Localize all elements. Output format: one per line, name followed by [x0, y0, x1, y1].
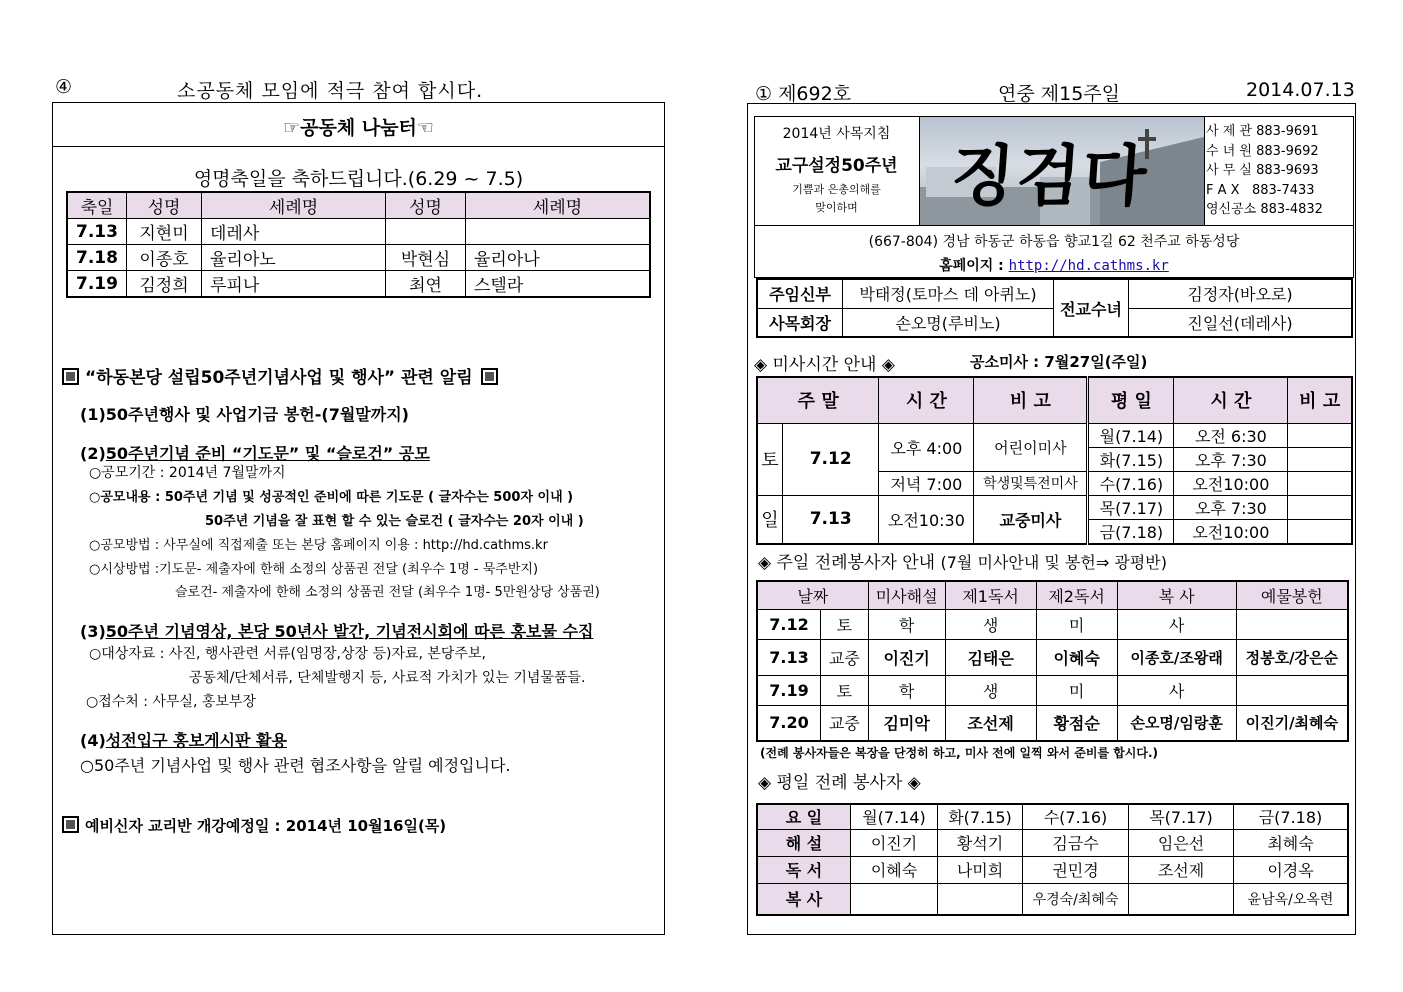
contest-award-2: 슬로건- 제출자에 한해 소정의 상품권 전달 (최우수 1명- 5만원상당 상품권) [175, 585, 600, 600]
table-row [67, 219, 650, 245]
feast-name: 김정희 [127, 271, 202, 298]
table-row [757, 705, 1348, 741]
feast-header: 성명 [386, 192, 466, 219]
service-offering [1236, 609, 1348, 639]
sunday-service-table [756, 580, 1349, 742]
council-name: 손오명(루비노) [843, 308, 1054, 337]
catechumen-text: 예비신자 교리반 개강예정일 : 2014년 10월16일(목) [85, 817, 447, 835]
feast-baptismal-name: 율리아노 [202, 245, 386, 271]
service-reader-1: 김태은 [945, 639, 1036, 675]
notice-title-text: “하동본당 설립50주년기념사업 및 행사” 관련 알림 [85, 368, 473, 388]
service-reader-2: 미 [1036, 675, 1117, 705]
feast-header: 축일 [67, 192, 127, 219]
weekday-header: 요 일 [757, 804, 851, 829]
council-label: 사목회장 [757, 308, 843, 337]
weekday-day: 수(7.16) [1088, 471, 1174, 495]
notice-item-2 [80, 441, 430, 464]
weekday-header: 수(7.16) [1023, 804, 1129, 829]
box-title-divider [52, 146, 665, 147]
weekday-header: 목(7.17) [1129, 804, 1234, 829]
liturgical-week: 연중 제15주일 [998, 83, 1120, 105]
service-offering [1236, 675, 1348, 705]
service-mass-type: 토 [821, 675, 869, 705]
staff-table [756, 278, 1353, 338]
feast-baptismal-name [466, 219, 651, 245]
square-bullet-icon [62, 368, 79, 385]
weekday-note [1288, 495, 1352, 519]
service-offering: 이진기/최혜숙 [1236, 705, 1348, 741]
notice-item-3-title: 50주년 기념영상, 본당 50년사 발간, 기념전시회에 따른 홍보물 수집 [105, 622, 594, 641]
left-page-number: ④ [55, 76, 73, 98]
notice-item-2-prefix: (2) [80, 444, 106, 463]
service-altar: 이종호/조왕래 [1117, 639, 1236, 675]
weekday-service-title: ◈ 평일 전례 봉사자 ◈ [758, 773, 921, 793]
pastor-label: 주임신부 [757, 279, 843, 308]
weekday-server: 김금수 [1023, 829, 1129, 856]
sat-note-2: 학생및특전미사 [974, 471, 1088, 495]
contest-period: ○공모기간 : 2014년 7월말까지 [89, 465, 286, 481]
weekday-time: 오후 7:30 [1174, 495, 1288, 519]
feast-baptismal-name: 루피나 [202, 271, 386, 298]
table-row [757, 856, 1348, 883]
issue-date: 2014.07.13 [1246, 79, 1355, 101]
feast-baptismal-name: 스텔라 [466, 271, 651, 298]
feast-name: 최연 [386, 271, 466, 298]
service-reader-2: 황점순 [1036, 705, 1117, 741]
weekday-time: 오후 7:30 [1174, 447, 1288, 471]
homepage-label: 홈페이지 : [939, 258, 1009, 274]
weekday-server: 우경숙/최혜숙 [1023, 883, 1129, 915]
weekday-service-table [756, 803, 1349, 916]
left-header-title: 소공동체 모임에 적극 참여 합시다. [177, 80, 484, 102]
contact-list [1206, 122, 1323, 220]
notice-title [62, 363, 504, 388]
service-mass-type: 토 [821, 609, 869, 639]
sister-name-2: 진일선(데레사) [1129, 308, 1353, 337]
mass-header: 평 일 [1088, 377, 1174, 423]
sister-label: 전교수녀 [1054, 279, 1129, 337]
feast-date: 7.19 [67, 271, 127, 298]
feast-title: 영명축일을 축하드립니다.(6.29 ~ 7.5) [193, 168, 524, 190]
sister-name-1: 김정자(바오로) [1129, 279, 1353, 308]
feast-name: 이종호 [127, 245, 202, 271]
notice-item-4-title: 성전입구 홍보게시판 활용 [105, 731, 287, 750]
weekday-server: 나미희 [938, 856, 1023, 883]
community-box-title: ☞공동체 나눔터☜ [283, 117, 434, 139]
mass-section-title: ◈ 미사시간 안내 ◈ [754, 355, 895, 375]
service-date: 7.12 [757, 609, 821, 639]
feast-name: 지현미 [127, 219, 202, 245]
service-reader-1: 생 [945, 609, 1036, 639]
feast-header: 세례명 [202, 192, 386, 219]
weekday-server: 이경옥 [1234, 856, 1349, 883]
mass-header: 비 고 [1288, 377, 1352, 423]
mass-header: 시 간 [879, 377, 974, 423]
weekday-server: 권민경 [1023, 856, 1129, 883]
feast-baptismal-name: 율리아나 [466, 245, 651, 271]
weekday-header: 금(7.18) [1234, 804, 1349, 829]
weekday-note [1288, 447, 1352, 471]
service-date: 7.20 [757, 705, 821, 741]
weekday-header: 월(7.14) [851, 804, 938, 829]
collection-desk: ○접수처 : 사무실, 홍보부장 [86, 694, 256, 710]
service-header: 복 사 [1117, 581, 1236, 609]
contact-rectory: 사 제 관 883-9691 [1206, 124, 1319, 139]
service-reader-2: 미 [1036, 609, 1117, 639]
issue-number: ① 제692호 [755, 83, 852, 105]
weekday-note [1288, 519, 1352, 544]
service-mass-type: 교중 [821, 639, 869, 675]
mass-schedule-table [756, 376, 1353, 545]
weekday-server: 임은선 [1129, 829, 1234, 856]
square-bullet-icon [62, 816, 79, 833]
church-address: (667-804) 경남 하동군 하동읍 향교1길 62 천주교 하동성당 [868, 234, 1240, 250]
service-reader-2: 이혜숙 [1036, 639, 1117, 675]
service-reader-1: 생 [945, 675, 1036, 705]
service-date: 7.13 [757, 639, 821, 675]
pastor-name: 박태정(토마스 데 아퀴노) [843, 279, 1054, 308]
homepage-link[interactable]: http://hd.cathms.kr [1008, 258, 1169, 274]
table-row [757, 829, 1348, 856]
service-commentator: 김미악 [868, 705, 945, 741]
weekday-role: 복 사 [757, 883, 851, 915]
weekday-note [1288, 471, 1352, 495]
mission-mass-date: 공소미사 : 7월27일(주일) [970, 353, 1148, 371]
weekday-time: 오전10:00 [1174, 519, 1288, 544]
weekday-day: 금(7.18) [1088, 519, 1174, 544]
weekday-role: 해 설 [757, 829, 851, 856]
sat-time-2: 저녁 7:00 [879, 471, 974, 495]
feast-header: 세례명 [466, 192, 651, 219]
service-header: 미사해설 [868, 581, 945, 609]
weekday-server [1129, 883, 1234, 915]
weekday-server: 이혜숙 [851, 856, 938, 883]
service-reader-1: 조선제 [945, 705, 1036, 741]
weekday-server: 황석기 [938, 829, 1023, 856]
service-altar: 손오명/임랑훈 [1117, 705, 1236, 741]
contact-mission: 영신공소 883-4832 [1206, 202, 1323, 217]
contest-content-2: 50주년 기념을 잘 표현 할 수 있는 슬로건 ( 글자수는 20자 이내 ) [205, 514, 584, 529]
weekday-server [938, 883, 1023, 915]
diocese-anniversary: 교구설정50주년 [775, 156, 898, 176]
sun-time: 오전10:30 [879, 495, 974, 544]
contact-convent: 수 녀 원 883-9692 [1206, 143, 1319, 159]
service-header: 제1독서 [945, 581, 1036, 609]
service-offering: 정봉호/강은순 [1236, 639, 1348, 675]
notice-item-3-prefix: (3) [80, 622, 106, 641]
table-row [757, 883, 1348, 915]
service-commentator: 이진기 [868, 639, 945, 675]
collection-materials-2: 공동체/단체서류, 단체발행지 등, 사료적 가치가 있는 기념물품들. [189, 670, 586, 686]
collection-materials: ○대상자료 : 사진, 행사관련 서류(임명장,상장 등)자료, 본당주보, [89, 646, 486, 662]
service-date: 7.19 [757, 675, 821, 705]
church-photo [919, 117, 1205, 225]
weekday-server: 윤남옥/오옥련 [1234, 883, 1349, 915]
service-header: 제2독서 [1036, 581, 1117, 609]
notice-item-3 [80, 619, 593, 642]
weekday-role: 독 서 [757, 856, 851, 883]
table-row [757, 609, 1348, 639]
service-mass-type: 교중 [821, 705, 869, 741]
service-header: 예물봉헌 [1236, 581, 1348, 609]
pastoral-year: 2014년 사목지침 [782, 126, 891, 142]
sun-day: 일 [757, 495, 783, 544]
table-row [757, 639, 1348, 675]
table-row [67, 271, 650, 298]
sat-day: 토 [757, 423, 783, 495]
weekday-day: 목(7.17) [1088, 495, 1174, 519]
mass-header: 시 간 [1174, 377, 1288, 423]
service-altar: 사 [1117, 675, 1236, 705]
sunday-service-title [758, 548, 1167, 573]
sunday-service-title-a: ◈ 주일 전례봉사자 안내 [758, 553, 941, 573]
bulletin-title: 징검다리 [948, 137, 1151, 215]
square-bullet-icon [481, 368, 498, 385]
notice-item-2-title: 50주년기념 준비 “기도문” 및 “슬로건” 공모 [105, 444, 430, 463]
weekday-time: 오전 6:30 [1174, 423, 1288, 447]
weekday-server [851, 883, 938, 915]
sat-time-1: 오후 4:00 [879, 423, 974, 471]
sun-note: 교중미사 [974, 495, 1088, 544]
notice-item-4-prefix: (4) [80, 731, 106, 750]
weekday-note [1288, 423, 1352, 447]
sun-date: 7.13 [783, 495, 879, 544]
weekday-day: 월(7.14) [1088, 423, 1174, 447]
notice-item-1: (1)50주년행사 및 사업기금 봉헌-(7월말까지) [80, 405, 409, 424]
table-row [757, 495, 1352, 519]
mass-header: 주 말 [757, 377, 879, 423]
service-header: 날짜 [757, 581, 868, 609]
notice-item-4 [80, 728, 287, 751]
contact-office: 사 무 실 883-9693 [1206, 163, 1319, 178]
table-row [757, 675, 1348, 705]
catechumen-notice [62, 815, 446, 836]
contest-content: ○공모내용 : 50주년 기념 및 성공적인 준비에 따른 기도문 ( 글자수는 500자 이내 ) [89, 490, 574, 505]
sunday-service-title-b: (7월 미사안내 및 봉헌⇒ 광평반) [940, 553, 1167, 572]
anniversary-sub-1: 기쁨과 은총의해를 [792, 183, 881, 196]
service-commentator: 학 [868, 675, 945, 705]
feast-date: 7.13 [67, 219, 127, 245]
homepage-line [754, 255, 1354, 275]
service-commentator: 학 [868, 609, 945, 639]
feast-name: 박현심 [386, 245, 466, 271]
weekday-day: 화(7.15) [1088, 447, 1174, 471]
sat-date: 7.12 [783, 423, 879, 495]
sat-note-1: 어린이미사 [974, 423, 1088, 471]
service-dress-note: (전례 봉사자들은 복장을 단정히 하고, 미사 전에 일찍 와서 준비를 합시다.) [760, 746, 1159, 760]
service-altar: 사 [1117, 609, 1236, 639]
feast-baptismal-name: 데레사 [202, 219, 386, 245]
mass-header: 비 고 [974, 377, 1088, 423]
table-row [67, 245, 650, 271]
contest-award: ○시상방법 :기도문- 제출자에 한해 소정의 상품권 전달 (최우수 1명 - 묵주반지) [89, 562, 539, 577]
feast-name [386, 219, 466, 245]
contest-method: ○공모방법 : 사무실에 직접제출 또는 본당 홈페이지 이용 : http://hd.cathms.kr [89, 538, 548, 553]
weekday-time: 오전10:00 [1174, 471, 1288, 495]
feast-header: 성명 [127, 192, 202, 219]
contact-fax: F A X 883-7433 [1206, 182, 1315, 198]
weekday-server: 이진기 [851, 829, 938, 856]
feast-date: 7.18 [67, 245, 127, 271]
anniversary-sub-2: 맞이하며 [815, 201, 858, 214]
table-row [757, 423, 1352, 447]
weekday-header: 화(7.15) [938, 804, 1023, 829]
feast-table [66, 191, 651, 298]
notice-item-4-line: ○50주년 기념사업 및 행사 관련 협조사항을 알릴 예정입니다. [80, 756, 511, 775]
weekday-server: 조선제 [1129, 856, 1234, 883]
weekday-server: 최혜숙 [1234, 829, 1349, 856]
